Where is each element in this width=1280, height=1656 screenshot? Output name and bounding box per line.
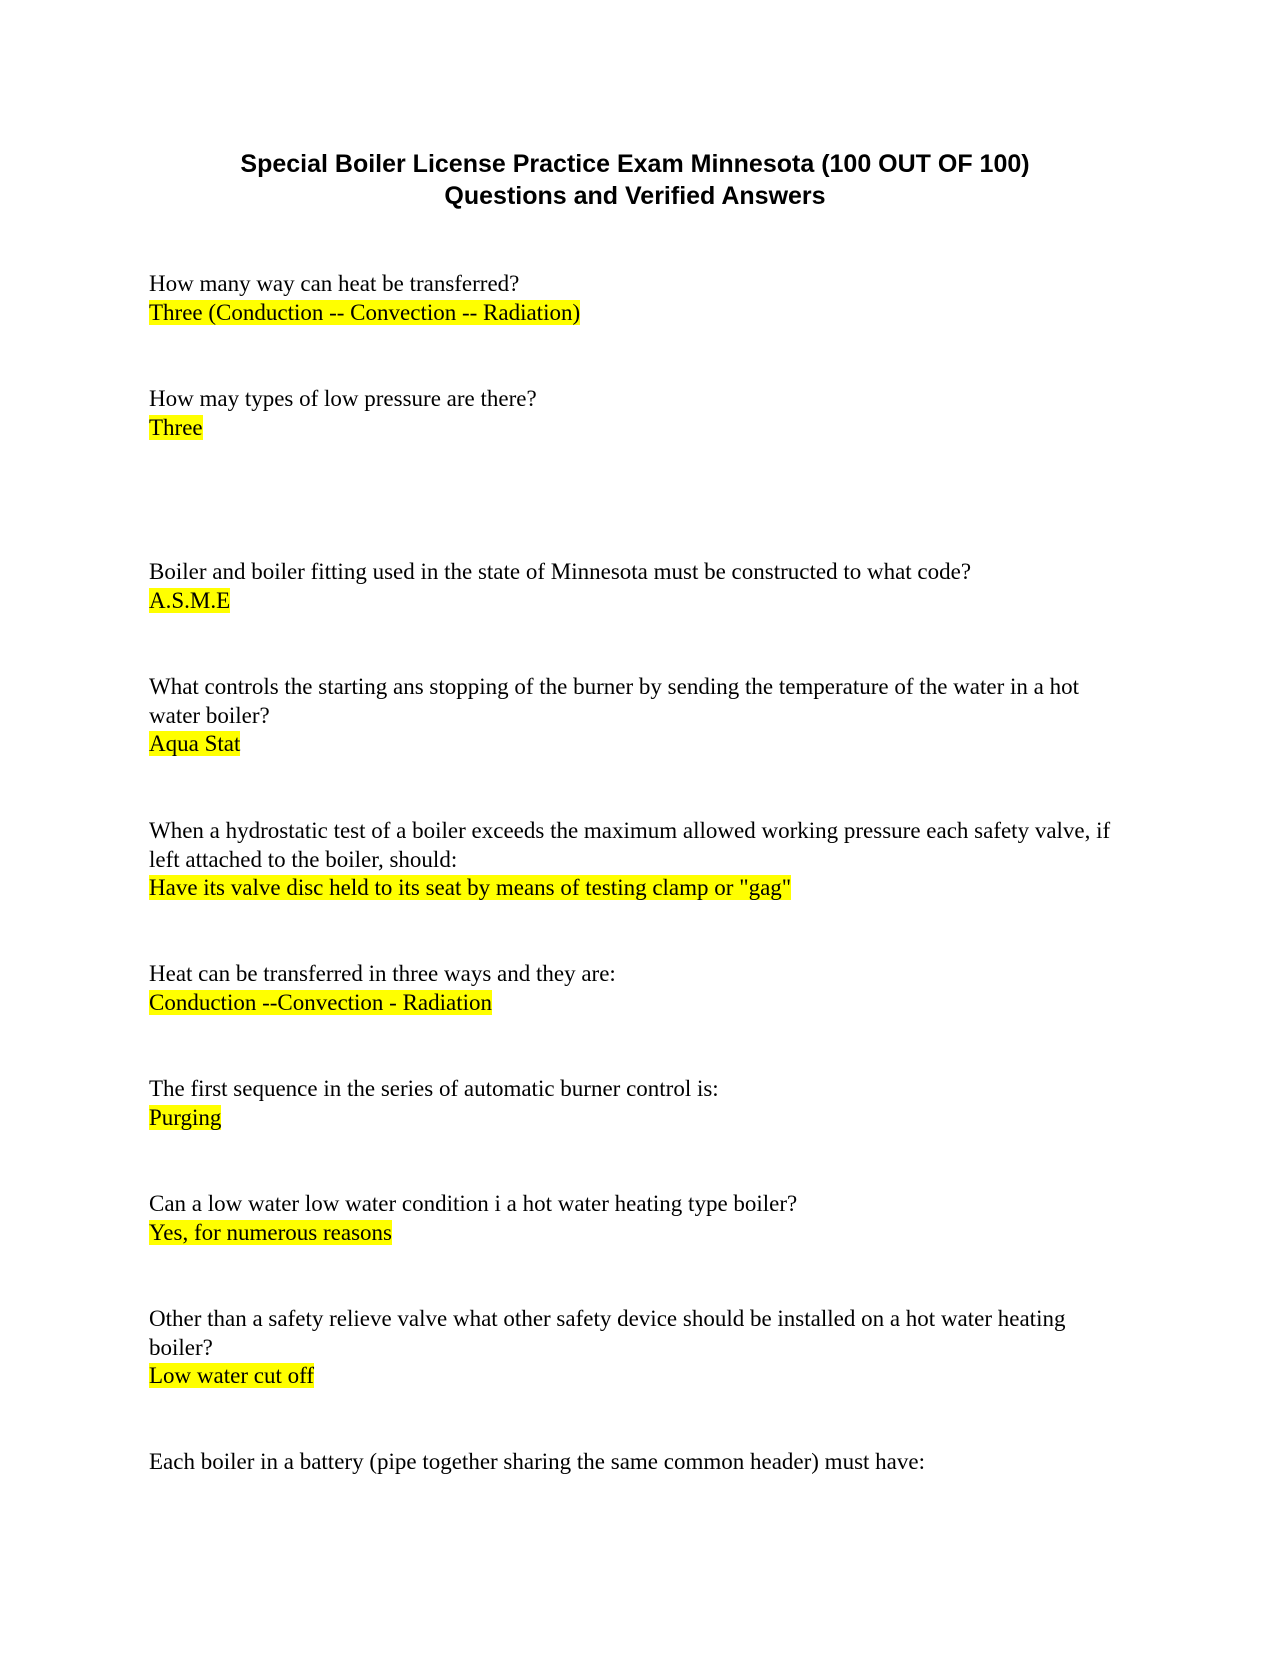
document-title bbox=[0, 148, 1270, 212]
answer-text: Aqua Stat bbox=[149, 731, 241, 756]
answer-text: Have its valve disc held to its seat by means of testing clamp or "gag" bbox=[149, 875, 792, 900]
answer-text: Three (Conduction -- Convection -- Radiation) bbox=[149, 299, 581, 325]
question-text: How many way can heat be transferred? bbox=[149, 271, 520, 296]
question-text: The first sequence in the series of automatic burner control is: bbox=[149, 1076, 719, 1101]
qa-item-9 bbox=[149, 1305, 1129, 1391]
question-text: What controls the starting ans stopping of the burner by sending the temperature of the water in a hot water boiler? bbox=[149, 674, 1079, 728]
answer-text: Purging bbox=[149, 1104, 222, 1130]
question-text: Each boiler in a battery (pipe together sharing the same common header) must have: bbox=[149, 1449, 925, 1474]
answer-text: Yes, for numerous reasons bbox=[149, 1219, 392, 1245]
question-text: How may types of low pressure are there? bbox=[149, 386, 537, 411]
qa-item-10 bbox=[149, 1448, 1129, 1477]
title-line-1: Special Boiler License Practice Exam Minnesota (100 OUT OF 100) bbox=[240, 150, 1030, 178]
answer-text: A.S.M.E bbox=[149, 587, 231, 613]
answer-text: Three bbox=[149, 414, 203, 440]
qa-item-7 bbox=[149, 1075, 1129, 1132]
title-line-2: Questions and Verified Answers bbox=[444, 182, 826, 210]
qa-item-5 bbox=[149, 817, 1129, 903]
question-text: Other than a safety relieve valve what other safety device should be installed on a hot water heating boiler? bbox=[149, 1306, 1066, 1360]
qa-item-8 bbox=[149, 1190, 1129, 1247]
qa-item-1 bbox=[149, 270, 1129, 327]
question-text: Heat can be transferred in three ways and they are: bbox=[149, 961, 616, 986]
answer-text: Conduction --Convection - Radiation bbox=[149, 989, 493, 1015]
question-text: Can a low water low water condition i a hot water heating type boiler? bbox=[149, 1191, 798, 1216]
question-text: Boiler and boiler fitting used in the state of Minnesota must be constructed to what code? bbox=[149, 559, 972, 584]
question-text: When a hydrostatic test of a boiler exceeds the maximum allowed working pressure each safety valve, if left attached to the boiler, should: bbox=[149, 818, 1111, 872]
qa-item-3 bbox=[149, 558, 1129, 615]
qa-item-6 bbox=[149, 960, 1129, 1017]
qa-item-4 bbox=[149, 673, 1129, 759]
answer-text: Low water cut off bbox=[149, 1363, 314, 1388]
qa-item-2 bbox=[149, 385, 1129, 442]
